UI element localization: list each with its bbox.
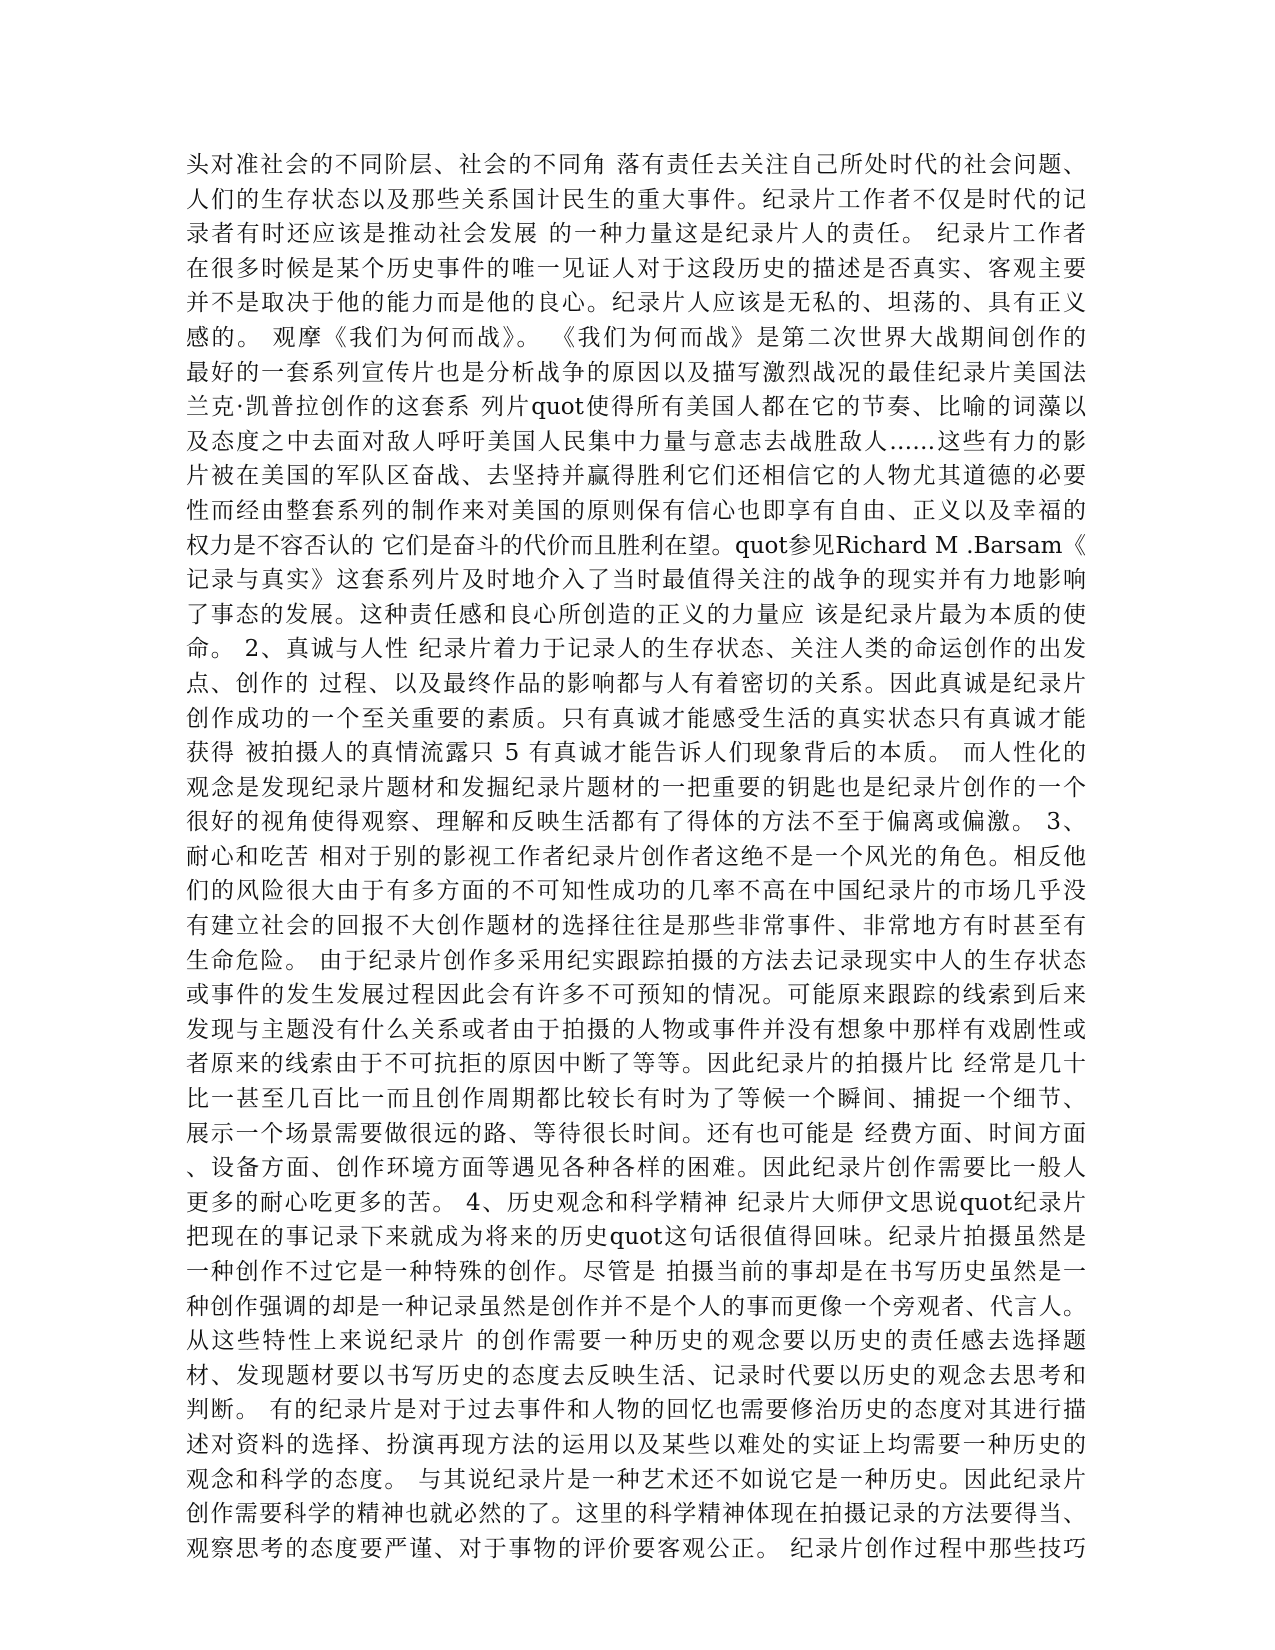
text-line: 材、发现题材要以书写历史的态度去反映生活、记录时代要以历史的观念去思考和 xyxy=(186,1362,1086,1389)
text-line: 种创作强调的却是一种记录虽然是创作并不是个人的事而更像一个旁观者、代言人。 xyxy=(186,1293,1086,1320)
text-line: 一种创作不过它是一种特殊的创作。尽管是 拍摄当前的事却是在书写历史虽然是一 xyxy=(186,1259,1086,1285)
text-line: 感的。 观摩《我们为何而战》。 《我们为何而战》是第二次世界大战期间创作的 xyxy=(186,324,1086,351)
text-line: 比一甚至几百比一而且创作周期都比较长有时为了等候一个瞬间、捕捉一个细节、 xyxy=(186,1086,1086,1113)
text-line: 最好的一套系列宣传片也是分析战争的原因以及描写激烈战况的最佳纪录片美国法 xyxy=(186,359,1086,386)
text-line: 观念是发现纪录片题材和发掘纪录片题材的一把重要的钥匙也是纪录片创作的一个 xyxy=(186,774,1086,801)
text-line: 生命危险。 由于纪录片创作多采用纪实跟踪拍摄的方法去记录现实中人的生存状态 xyxy=(186,947,1086,974)
text-line: 人们的生存状态以及那些关系国计民生的重大事件。纪录片工作者不仅是时代的记 xyxy=(186,186,1086,213)
text-line: 在很多时候是某个历史事件的唯一见证人对于这段历史的描述是否真实、客观主要 xyxy=(186,255,1086,282)
text-line: 有建立社会的回报不大创作题材的选择往往是那些非常事件、非常地方有时甚至有 xyxy=(186,913,1086,940)
text-line: 录者有时还应该是推动社会发展 的一种力量这是纪录片人的责任。 纪录片工作者 xyxy=(186,221,1086,248)
text-line: 展示一个场景需要做很远的路、等待很长时间。还有也可能是 经费方面、时间方面 xyxy=(186,1120,1086,1147)
text-line: 性而经由整套系列的制作来对美国的原则保有信心也即享有自由、正义以及幸福的 xyxy=(186,497,1086,524)
text-line: 或事件的发生发展过程因此会有许多不可预知的情况。可能原来跟踪的线索到后来 xyxy=(186,982,1086,1009)
text-line: 了事态的发展。这种责任感和良心所创造的正义的力量应 该是纪录片最为本质的使 xyxy=(186,601,1086,628)
text-line: 从这些特性上来说纪录片 的创作需要一种历史的观念要以历史的责任感去选择题 xyxy=(186,1328,1086,1355)
text-line: 观察思考的态度要严谨、对于事物的评价要客观公正。 纪录片创作过程中那些技巧 xyxy=(186,1535,1086,1562)
text-line: 创作成功的一个至关重要的素质。只有真诚才能感受生活的真实状态只有真诚才能 xyxy=(186,705,1086,732)
text-line: 片被在美国的军队区奋战、去坚持并赢得胜利它们还相信它的人物尤其道德的必要 xyxy=(186,463,1086,490)
text-line: 者原来的线索由于不可抗拒的原因中断了等等。因此纪录片的拍摄片比 经常是几十 xyxy=(186,1051,1086,1078)
text-line: 们的风险很大由于有多方面的不可知性成功的几率不高在中国纪录片的市场几乎没 xyxy=(186,878,1086,905)
text-line: 权力是不容否认的 它们是奋斗的代价而且胜利在望。quot参见Richard M .Barsam《 xyxy=(186,532,1086,559)
text-line: 把现在的事记录下来就成为将来的历史quot这句话很值得回味。纪录片拍摄虽然是 xyxy=(186,1224,1086,1251)
text-line: 更多的耐心吃更多的苦。 4、历史观念和科学精神 纪录片大师伊文思说quot纪录片 xyxy=(186,1189,1086,1216)
text-line: 、设备方面、创作环境方面等遇见各种各样的困难。因此纪录片创作需要比一般人 xyxy=(186,1155,1086,1182)
text-line: 耐心和吃苦 相对于别的影视工作者纪录片创作者这绝不是一个风光的角色。相反他 xyxy=(186,843,1086,870)
text-line: 及态度之中去面对敌人呼吁美国人民集中力量与意志去战胜敌人……这些有力的影 xyxy=(186,428,1086,455)
body-text xyxy=(186,148,1086,1566)
text-line: 兰克·凯普拉创作的这套系 列片quot使得所有美国人都在它的节奏、比喻的词藻以 xyxy=(186,394,1086,421)
text-line: 判断。 有的纪录片是对于过去事件和人物的回忆也需要修治历史的态度对其进行描 xyxy=(186,1397,1086,1424)
text-line: 头对准社会的不同阶层、社会的不同角 落有责任去关注自己所处时代的社会问题、 xyxy=(186,152,1086,178)
text-line: 点、创作的 过程、以及最终作品的影响都与人有着密切的关系。因此真诚是纪录片 xyxy=(186,670,1086,697)
text-line: 观念和科学的态度。 与其说纪录片是一种艺术还不如说它是一种历史。因此纪录片 xyxy=(186,1466,1086,1493)
text-line: 发现与主题没有什么关系或者由于拍摄的人物或事件并没有想象中那样有戏剧性或 xyxy=(186,1016,1086,1043)
text-line: 记录与真实》这套系列片及时地介入了当时最值得关注的战争的现实并有力地影响 xyxy=(186,567,1086,594)
text-line: 述对资料的选择、扮演再现方法的运用以及某些以难处的实证上均需要一种历史的 xyxy=(186,1431,1086,1458)
text-line: 获得 被拍摄人的真情流露只 5 有真诚才能告诉人们现象背后的本质。 而人性化的 xyxy=(186,740,1086,767)
text-line: 并不是取决于他的能力而是他的良心。纪录片人应该是无私的、坦荡的、具有正义 xyxy=(186,290,1086,317)
text-line: 很好的视角使得观察、理解和反映生活都有了得体的方法不至于偏离或偏激。 3、 xyxy=(186,809,1086,836)
text-line: 创作需要科学的精神也就必然的了。这里的科学精神体现在拍摄记录的方法要得当、 xyxy=(186,1501,1086,1528)
text-line: 命。 2、真诚与人性 纪录片着力于记录人的生存状态、关注人类的命运创作的出发 xyxy=(186,636,1086,663)
